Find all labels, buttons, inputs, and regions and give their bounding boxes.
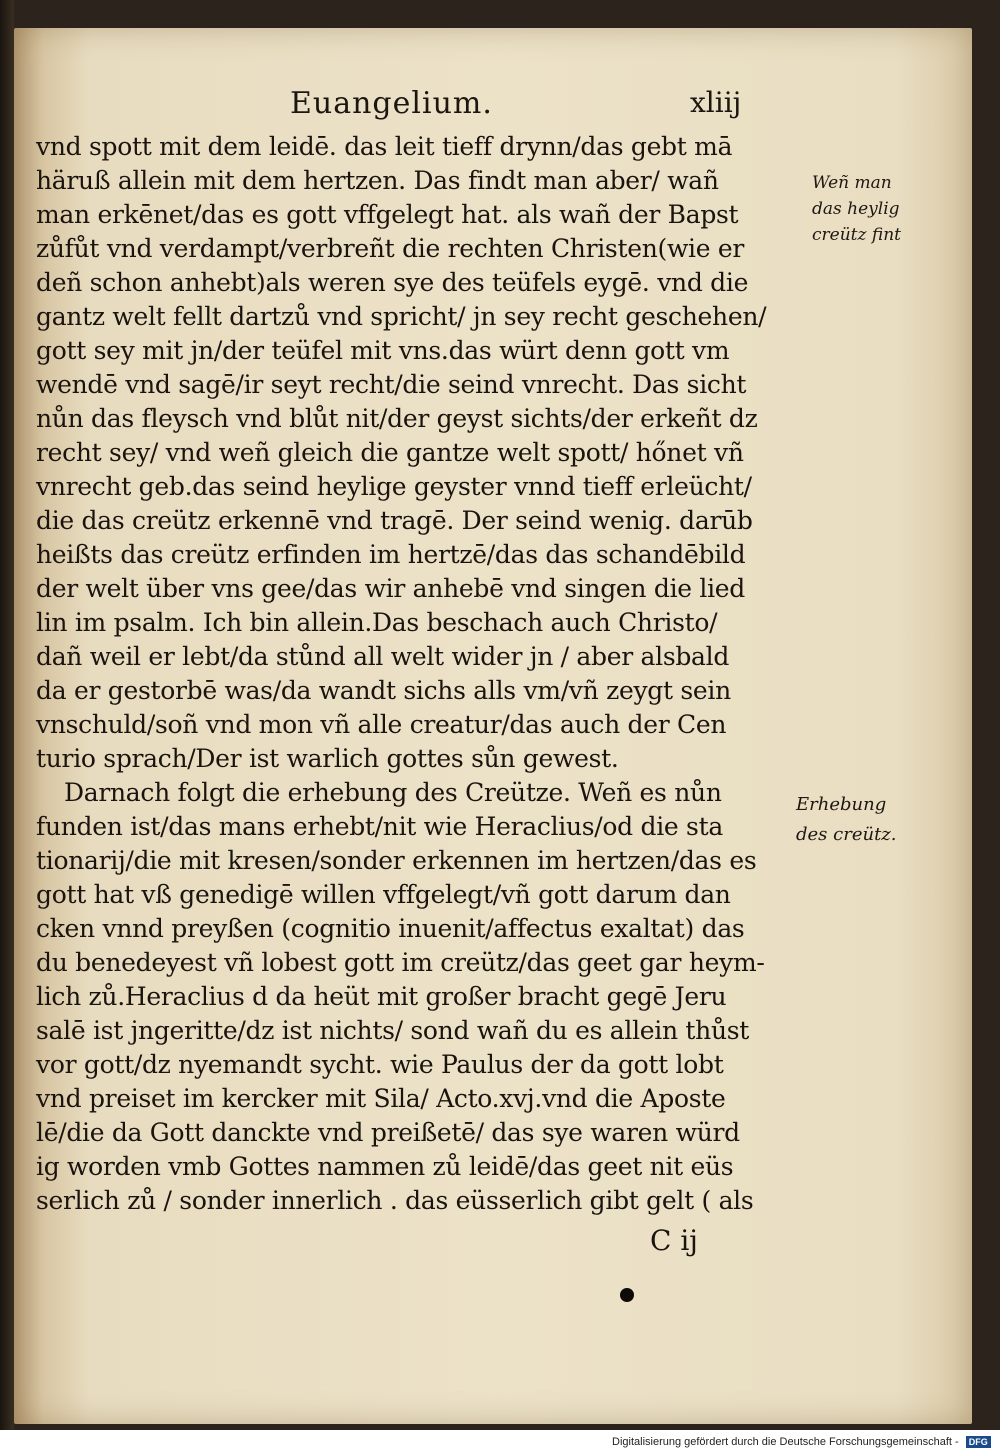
margin-note-elevation xyxy=(796,790,906,850)
text-line: die das creütz erkennē vnd tragē. Der seind wenig. darūb xyxy=(36,506,753,535)
text-line: turio sprach/Der ist warlich gottes sůn gewest. xyxy=(36,744,619,773)
text-line: da er gestorbē was/da wandt sichs alls vm/vñ zeygt sein xyxy=(36,676,731,705)
text-line: gantz welt fellt dartzů vnd spricht/ jn sey recht geschehen/ xyxy=(36,302,767,331)
text-line: dañ weil er lebt/da stůnd all welt wider jn / aber alsbald xyxy=(36,642,730,671)
text-line: lin im psalm. Ich bin allein.Das beschach auch Christo/ xyxy=(36,608,718,637)
book-edge xyxy=(0,0,14,1430)
running-header: Euangelium. xyxy=(290,86,493,121)
text-line: vnd preiset im kercker mit Sila/ Acto.xvj.vnd die Aposte xyxy=(36,1084,726,1113)
text-line: serlich zů / sonder innerlich . das eüsserlich gibt gelt ( als xyxy=(36,1186,754,1215)
text-line: ig worden vmb Gottes nammen zů leidē/das geet nit eüs xyxy=(36,1152,734,1181)
text-line: recht sey/ vnd weñ gleich die gantze welt spott/ hőnet vñ xyxy=(36,438,744,467)
margin-note-line: Erhebung xyxy=(796,794,887,815)
ink-dot xyxy=(620,1288,634,1302)
margin-note-cross xyxy=(812,170,922,248)
text-line: vnschuld/soñ vnd mon vñ alle creatur/das auch der Cen xyxy=(36,710,727,739)
text-line: gott sey mit jn/der teüfel mit vns.das würt denn gott vm xyxy=(36,336,730,365)
text-line: nůn das fleysch vnd blůt nit/der geyst sichts/der erkeñt dz xyxy=(36,404,758,433)
signature-mark: C ij xyxy=(650,1224,698,1257)
text-line: cken vnnd preyßen (cognitio inuenit/affectus exaltat) das xyxy=(36,914,745,943)
text-line: zůfůt vnd verdampt/verbreñt die rechten Christen(wie er xyxy=(36,234,745,263)
text-line: gott hat vß genedigē willen vffgelegt/vñ gott darum dan xyxy=(36,880,731,909)
text-line: tionarij/die mit kresen/sonder erkennen im hertzen/das es xyxy=(36,846,757,875)
text-line: funden ist/das mans erhebt/nit wie Heraclius/od die sta xyxy=(36,812,723,841)
text-line: man erkēnet/das es gott vffgelegt hat. als wañ der Bapst xyxy=(36,200,739,229)
text-line: vor gott/dz nyemandt sycht. wie Paulus der da gott lobt xyxy=(36,1050,724,1079)
margin-note-line: Weñ man xyxy=(812,173,892,193)
text-line: häruß allein mit dem hertzen. Das findt man aber/ wañ xyxy=(36,166,719,195)
text-line: deñ schon anhebt)als weren sye des teüfels eygē. vnd die xyxy=(36,268,749,297)
margin-note-line: das heylig xyxy=(812,199,900,219)
text-line: du benedeyest vñ lobest gott im creütz/das geet gar heym- xyxy=(36,948,765,977)
footer-text: Digitalisierung gefördert durch die Deutsche Forschungsgemeinschaft - xyxy=(612,1436,959,1448)
text-line: wendē vnd sagē/ir seyt recht/die seind vnrecht. Das sicht xyxy=(36,370,747,399)
text-line: lē/die da Gott danckte vnd preißetē/ das sye waren würd xyxy=(36,1118,740,1147)
folio-number: xliij xyxy=(690,86,742,119)
margin-note-line: creütz fint xyxy=(812,225,901,245)
text-line: vnrecht geb.das seind heylige geyster vnnd tieff erleücht/ xyxy=(36,472,752,501)
margin-note-line: des creütz. xyxy=(796,824,897,845)
text-line: vnd spott mit dem leidē. das leit tieff drynn/das gebt mā xyxy=(36,132,733,161)
text-line: salē ist jngeritte/dz ist nichts/ sond wañ du es allein thůst xyxy=(36,1016,750,1045)
text-line: heißts das creütz erfinden im hertzē/das das schandēbild xyxy=(36,540,746,569)
dfg-logo: DFG xyxy=(966,1436,991,1448)
footer-credit xyxy=(612,1436,991,1448)
main-text-block xyxy=(36,130,796,1218)
text-line: Darnach folgt die erhebung des Creütze. Weñ es nůn xyxy=(64,778,722,807)
text-line: der welt über vns gee/das wir anhebē vnd singen die lied xyxy=(36,574,745,603)
text-line: lich zů.Heraclius d da heüt mit großer bracht gegē Jeru xyxy=(36,982,727,1011)
